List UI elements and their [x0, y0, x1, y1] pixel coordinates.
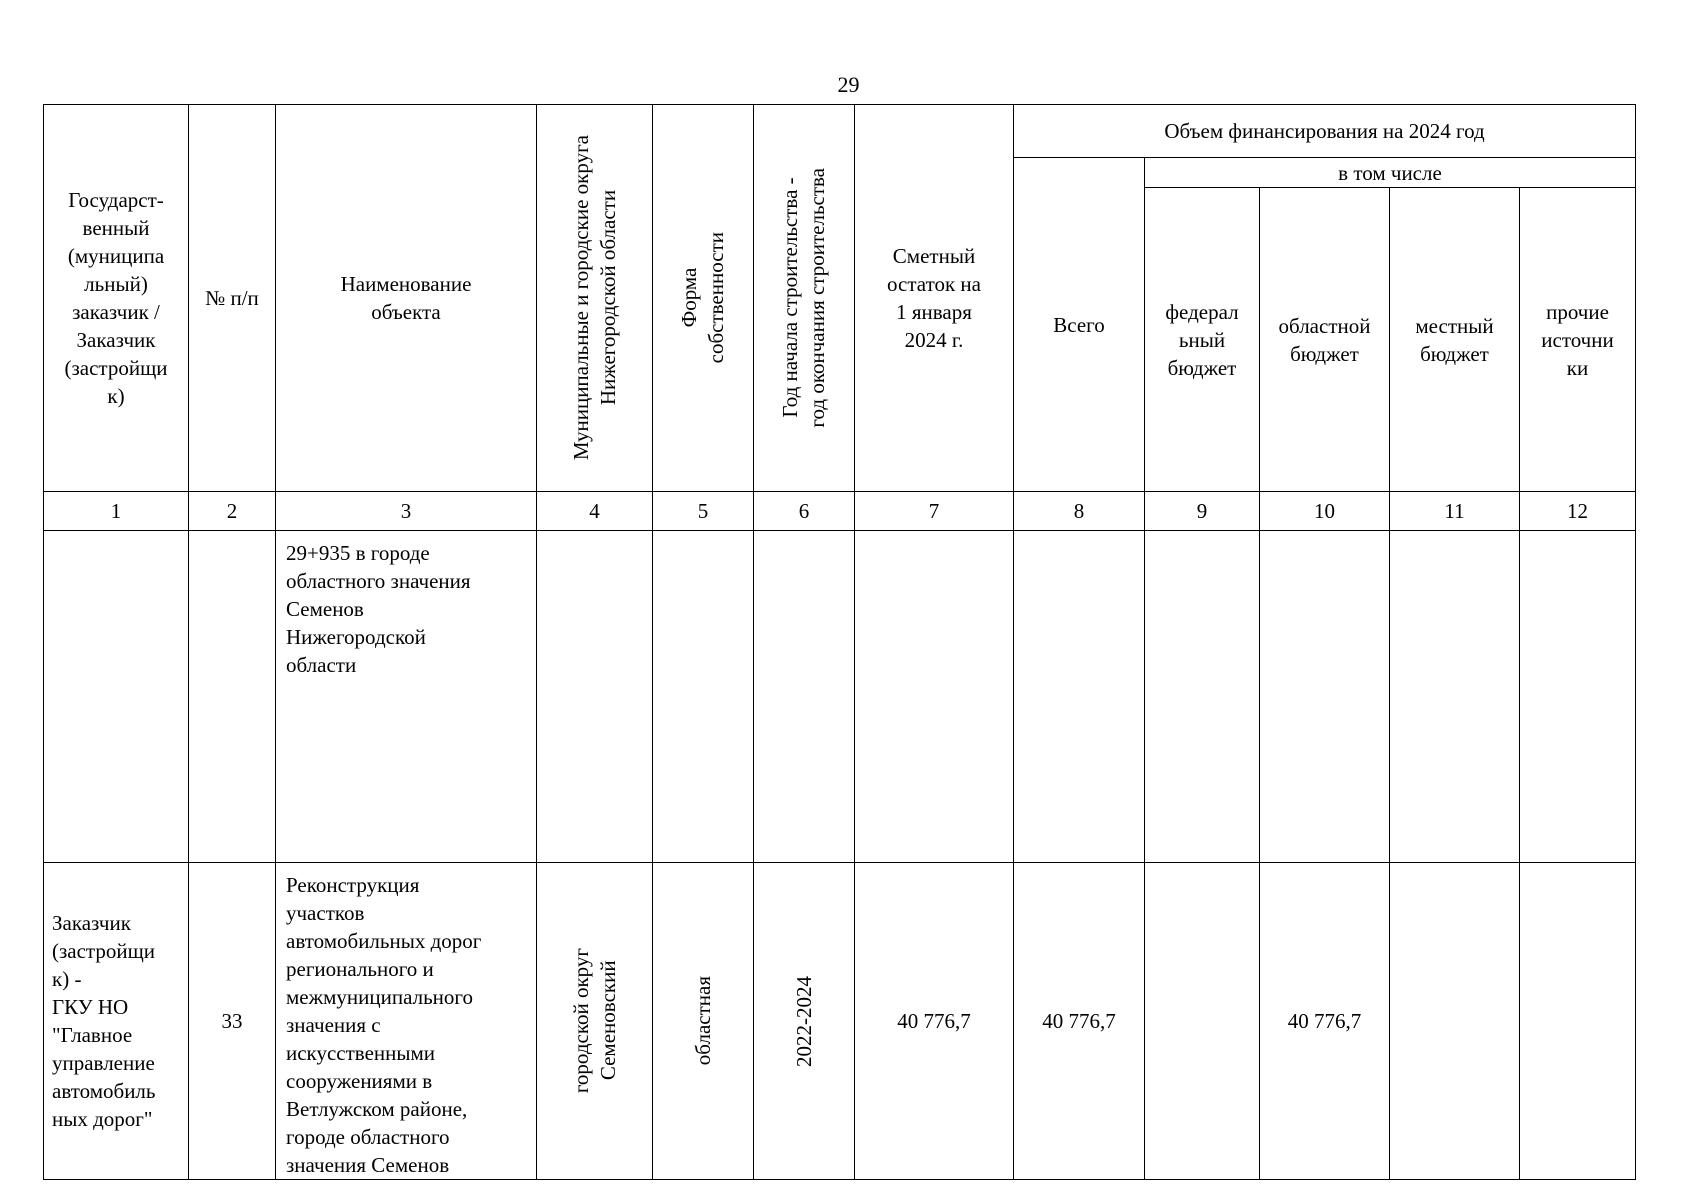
column-number: 6 — [754, 492, 855, 531]
header-ownership: Форма собственности — [653, 105, 754, 492]
years-cell — [754, 531, 855, 863]
number-cell — [189, 531, 276, 863]
customer-cell — [44, 531, 189, 863]
table-row — [44, 531, 1636, 863]
other-cell — [1520, 531, 1636, 863]
customer-cell: Заказчик (застройщи к) - ГКУ НО "Главное управление автомобиль ных дорог" — [44, 863, 189, 1180]
header-including: в том числе — [1145, 158, 1636, 188]
column-number: 3 — [276, 492, 537, 531]
header-estimate: Сметный остаток на 1 января 2024 г. — [855, 105, 1014, 492]
column-number: 4 — [537, 492, 653, 531]
column-number: 8 — [1014, 492, 1145, 531]
regional-cell — [1260, 531, 1390, 863]
column-number: 7 — [855, 492, 1014, 531]
municipal-cell — [537, 531, 653, 863]
column-number-row — [44, 492, 1636, 531]
municipal-cell: городской округ Семеновский — [537, 863, 653, 1180]
column-number: 1 — [44, 492, 189, 531]
header-federal: федерал ьный бюджет — [1145, 188, 1260, 492]
local-cell — [1390, 863, 1520, 1180]
header-municipal: Муниципальные и городские округа Нижегородской области — [537, 105, 653, 492]
column-number: 9 — [1145, 492, 1260, 531]
header-regional: областной бюджет — [1260, 188, 1390, 492]
federal-cell — [1145, 531, 1260, 863]
total-cell — [1014, 531, 1145, 863]
ownership-cell — [653, 531, 754, 863]
estimate-cell — [855, 531, 1014, 863]
header-number: № п/п — [189, 105, 276, 492]
financing-table — [43, 104, 1636, 1180]
estimate-cell: 40 776,7 — [855, 863, 1014, 1180]
column-number: 12 — [1520, 492, 1636, 531]
object-name-cell: 29+935 в городе областного значения Семенов Нижегородской области — [276, 531, 537, 863]
number-cell: 33 — [189, 863, 276, 1180]
table-row — [44, 863, 1636, 1180]
local-cell — [1390, 531, 1520, 863]
header-years: Год начала строительства - год окончания строительства — [754, 105, 855, 492]
years-cell: 2022-2024 — [754, 863, 855, 1180]
ownership-cell: областная — [653, 863, 754, 1180]
column-number: 2 — [189, 492, 276, 531]
object-name-cell: Реконструкция участков автомобильных дорог регионального и межмуниципального значения с искусственными сооружениями в Ветлужском районе, городе областного значения Семенов — [276, 863, 537, 1180]
header-local: местный бюджет — [1390, 188, 1520, 492]
federal-cell — [1145, 863, 1260, 1180]
header-total: Всего — [1014, 158, 1145, 492]
column-number: 5 — [653, 492, 754, 531]
column-number: 10 — [1260, 492, 1390, 531]
header-customer: Государст- венный (муниципа льный) заказчик / Заказчик (застройщи к) — [44, 105, 189, 492]
column-number: 11 — [1390, 492, 1520, 531]
header-other: прочие источни ки — [1520, 188, 1636, 492]
header-row-1 — [44, 105, 1636, 158]
regional-cell: 40 776,7 — [1260, 863, 1390, 1180]
other-cell — [1520, 863, 1636, 1180]
header-object-name: Наименование объекта — [276, 105, 537, 492]
total-cell: 40 776,7 — [1014, 863, 1145, 1180]
header-financing: Объем финансирования на 2024 год — [1014, 105, 1636, 158]
page-number: 29 — [837, 72, 860, 97]
